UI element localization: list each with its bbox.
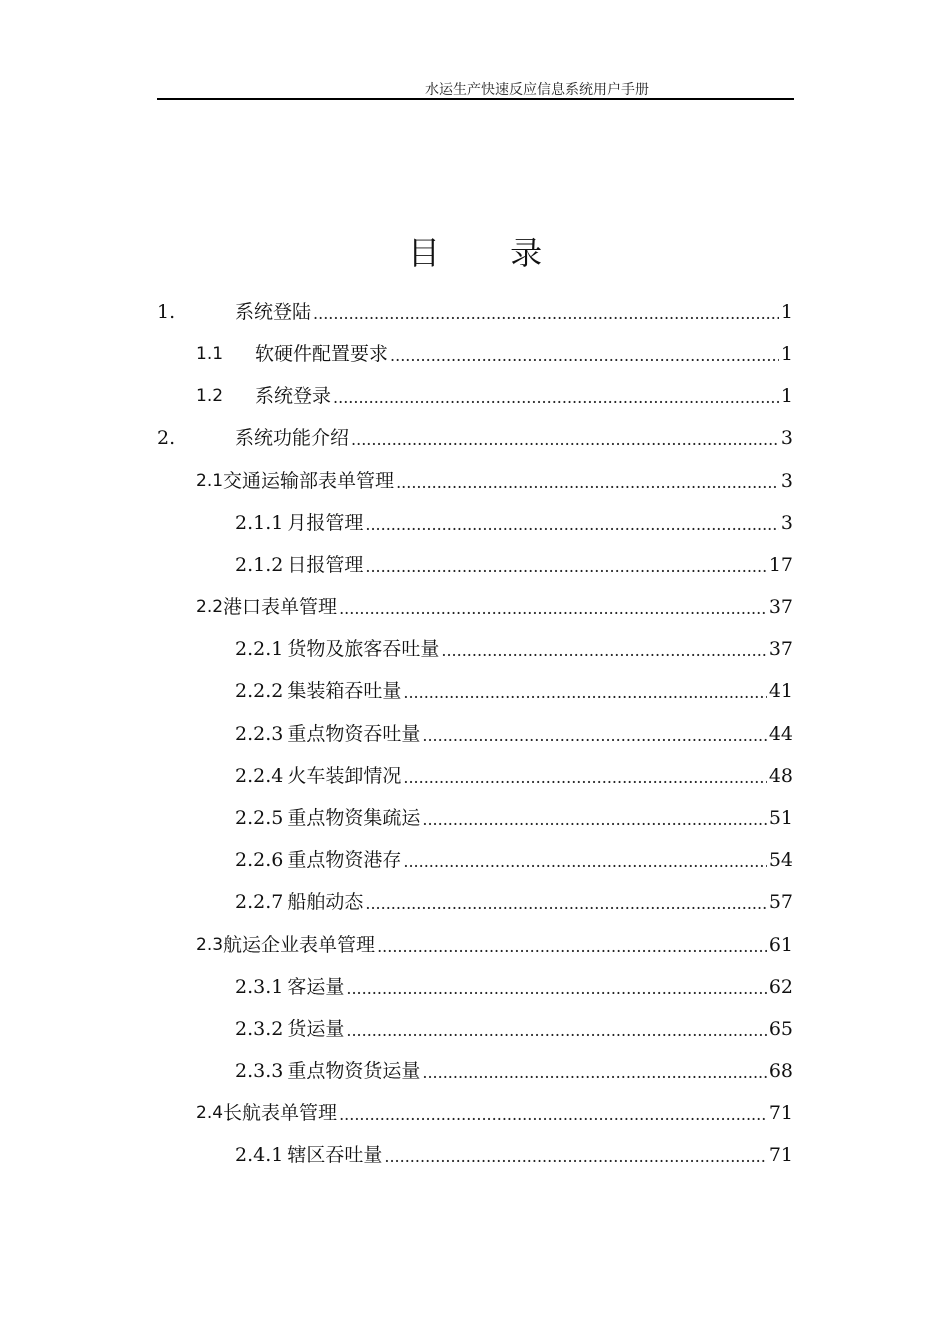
toc-entry-page: 1	[780, 343, 793, 365]
toc-entry-2-4-1[interactable]	[235, 1142, 793, 1168]
toc-entry-label: 货物及旅客吞吐量	[287, 638, 440, 660]
toc-entry-page: 3	[780, 427, 793, 449]
toc-entry-number: 2.3.3	[235, 1060, 284, 1082]
header-divider	[157, 98, 794, 100]
toc-entry-page: 65	[768, 1018, 793, 1040]
toc-entry-label: 港口表单管理	[223, 596, 338, 618]
toc-dot-leader	[396, 472, 779, 494]
toc-entry-number: 2.2.5	[235, 807, 284, 829]
toc-entry-label: 客运量	[287, 976, 345, 998]
toc-entry-number: 2.1.1	[235, 512, 284, 534]
toc-entry-label: 系统登陆	[235, 301, 312, 323]
toc-entry-2-2-1[interactable]	[235, 636, 793, 662]
toc-entry-label: 系统功能介绍	[235, 427, 350, 449]
toc-dot-leader	[365, 893, 766, 915]
toc-entry-2[interactable]	[157, 425, 793, 451]
toc-entry-number: 2.2.3	[235, 723, 284, 745]
toc-entry-number: 2.2.7	[235, 891, 284, 913]
toc-dot-leader	[422, 1062, 766, 1084]
toc-entry-2-1-2[interactable]	[235, 552, 793, 578]
toc-entry-number: 1.	[157, 301, 176, 323]
toc-entry-number: 1.2	[196, 386, 224, 406]
toc-entry-2-3-3[interactable]	[235, 1058, 793, 1084]
toc-dot-leader	[422, 809, 766, 831]
toc-entry-page: 37	[768, 638, 793, 660]
toc-entry-page: 71	[768, 1144, 793, 1166]
toc-entry-page: 48	[768, 765, 793, 787]
toc-entry-page: 51	[768, 807, 793, 829]
toc-entry-page: 41	[768, 680, 793, 702]
toc-entry-label: 集装箱吞吐量	[287, 680, 402, 702]
toc-entry-page: 61	[768, 934, 793, 956]
toc-entry-number: 2.2.2	[235, 680, 284, 702]
toc-entry-label: 软硬件配置要求	[255, 343, 389, 365]
toc-entry-1[interactable]	[157, 299, 793, 325]
toc-entry-page: 1	[780, 385, 793, 407]
toc-entry-2-2-2[interactable]	[235, 678, 793, 704]
toc-entry-page: 44	[768, 723, 793, 745]
toc-entry-label: 重点物资吞吐量	[287, 723, 421, 745]
toc-dot-leader	[403, 851, 766, 873]
toc-entry-2-3-2[interactable]	[235, 1016, 793, 1042]
toc-entry-2-4[interactable]	[196, 1100, 793, 1126]
toc-entry-2-2-3[interactable]	[235, 721, 793, 747]
toc-dot-leader	[377, 936, 767, 958]
toc-dot-leader	[422, 725, 766, 747]
toc-entry-label: 重点物资集疏运	[287, 807, 421, 829]
toc-entry-number: 2.3	[196, 935, 224, 955]
toc-dot-leader	[339, 1104, 767, 1126]
toc-entry-2-1[interactable]	[196, 468, 793, 494]
toc-entry-number: 2.4	[196, 1103, 224, 1123]
toc-entry-page: 37	[768, 596, 793, 618]
toc-dot-leader	[403, 767, 766, 789]
toc-entry-label: 交通运输部表单管理	[223, 470, 395, 492]
toc-entry-page: 3	[780, 512, 793, 534]
toc-entry-label: 辖区吞吐量	[287, 1144, 383, 1166]
toc-entry-label: 货运量	[287, 1018, 345, 1040]
toc-entry-label: 系统登录	[255, 385, 332, 407]
toc-entry-label: 船舶动态	[287, 891, 364, 913]
toc-entry-2-2[interactable]	[196, 594, 793, 620]
toc-entry-number: 2.4.1	[235, 1144, 284, 1166]
toc-entry-2-2-5[interactable]	[235, 805, 793, 831]
toc-entry-label: 月报管理	[287, 512, 364, 534]
toc-dot-leader	[351, 429, 779, 451]
toc-dot-leader	[339, 598, 767, 620]
toc-entry-page: 71	[768, 1102, 793, 1124]
toc-entry-number: 2.1	[196, 471, 224, 491]
toc-entry-number: 2.2.1	[235, 638, 284, 660]
toc-entry-page: 3	[780, 470, 793, 492]
toc-entry-2-2-6[interactable]	[235, 847, 793, 873]
toc-entry-page: 54	[768, 849, 793, 871]
toc-entry-label: 重点物资货运量	[287, 1060, 421, 1082]
toc-entry-1-2[interactable]	[196, 383, 793, 409]
toc-entry-number: 2.	[157, 427, 176, 449]
toc-dot-leader	[365, 556, 766, 578]
toc-entry-label: 长航表单管理	[223, 1102, 338, 1124]
toc-dot-leader	[365, 514, 779, 536]
toc-entry-page: 57	[768, 891, 793, 913]
toc-entry-page: 62	[768, 976, 793, 998]
toc-dot-leader	[333, 387, 779, 409]
toc-dot-leader	[346, 978, 766, 1000]
toc-dot-leader	[390, 345, 779, 367]
toc-dot-leader	[403, 682, 766, 704]
toc-entry-2-2-4[interactable]	[235, 763, 793, 789]
toc-entry-page: 1	[780, 301, 793, 323]
toc-dot-leader	[384, 1146, 766, 1168]
toc-entry-number: 1.1	[196, 344, 224, 364]
toc-entry-label: 航运企业表单管理	[223, 934, 376, 956]
toc-entry-number: 2.2	[196, 597, 224, 617]
page-header-title: 水运生产快速反应信息系统用户手册	[425, 82, 649, 98]
toc-entry-2-3-1[interactable]	[235, 974, 793, 1000]
toc-dot-leader	[313, 303, 779, 325]
toc-entry-page: 68	[768, 1060, 793, 1082]
page-title: 目 录	[407, 234, 573, 272]
toc-entry-number: 2.3.1	[235, 976, 284, 998]
toc-entry-number: 2.1.2	[235, 554, 284, 576]
toc-entry-2-3[interactable]	[196, 932, 793, 958]
toc-entry-number: 2.2.4	[235, 765, 284, 787]
toc-entry-1-1[interactable]	[196, 341, 793, 367]
toc-entry-page: 17	[768, 554, 793, 576]
toc-entry-label: 日报管理	[287, 554, 364, 576]
toc-entry-number: 2.3.2	[235, 1018, 284, 1040]
toc-dot-leader	[346, 1020, 766, 1042]
toc-entry-number: 2.2.6	[235, 849, 284, 871]
toc-entry-label: 火车装卸情况	[287, 765, 402, 787]
toc-entry-2-1-1[interactable]	[235, 510, 793, 536]
toc-dot-leader	[441, 640, 766, 662]
toc-entry-label: 重点物资港存	[287, 849, 402, 871]
toc-entry-2-2-7[interactable]	[235, 889, 793, 915]
